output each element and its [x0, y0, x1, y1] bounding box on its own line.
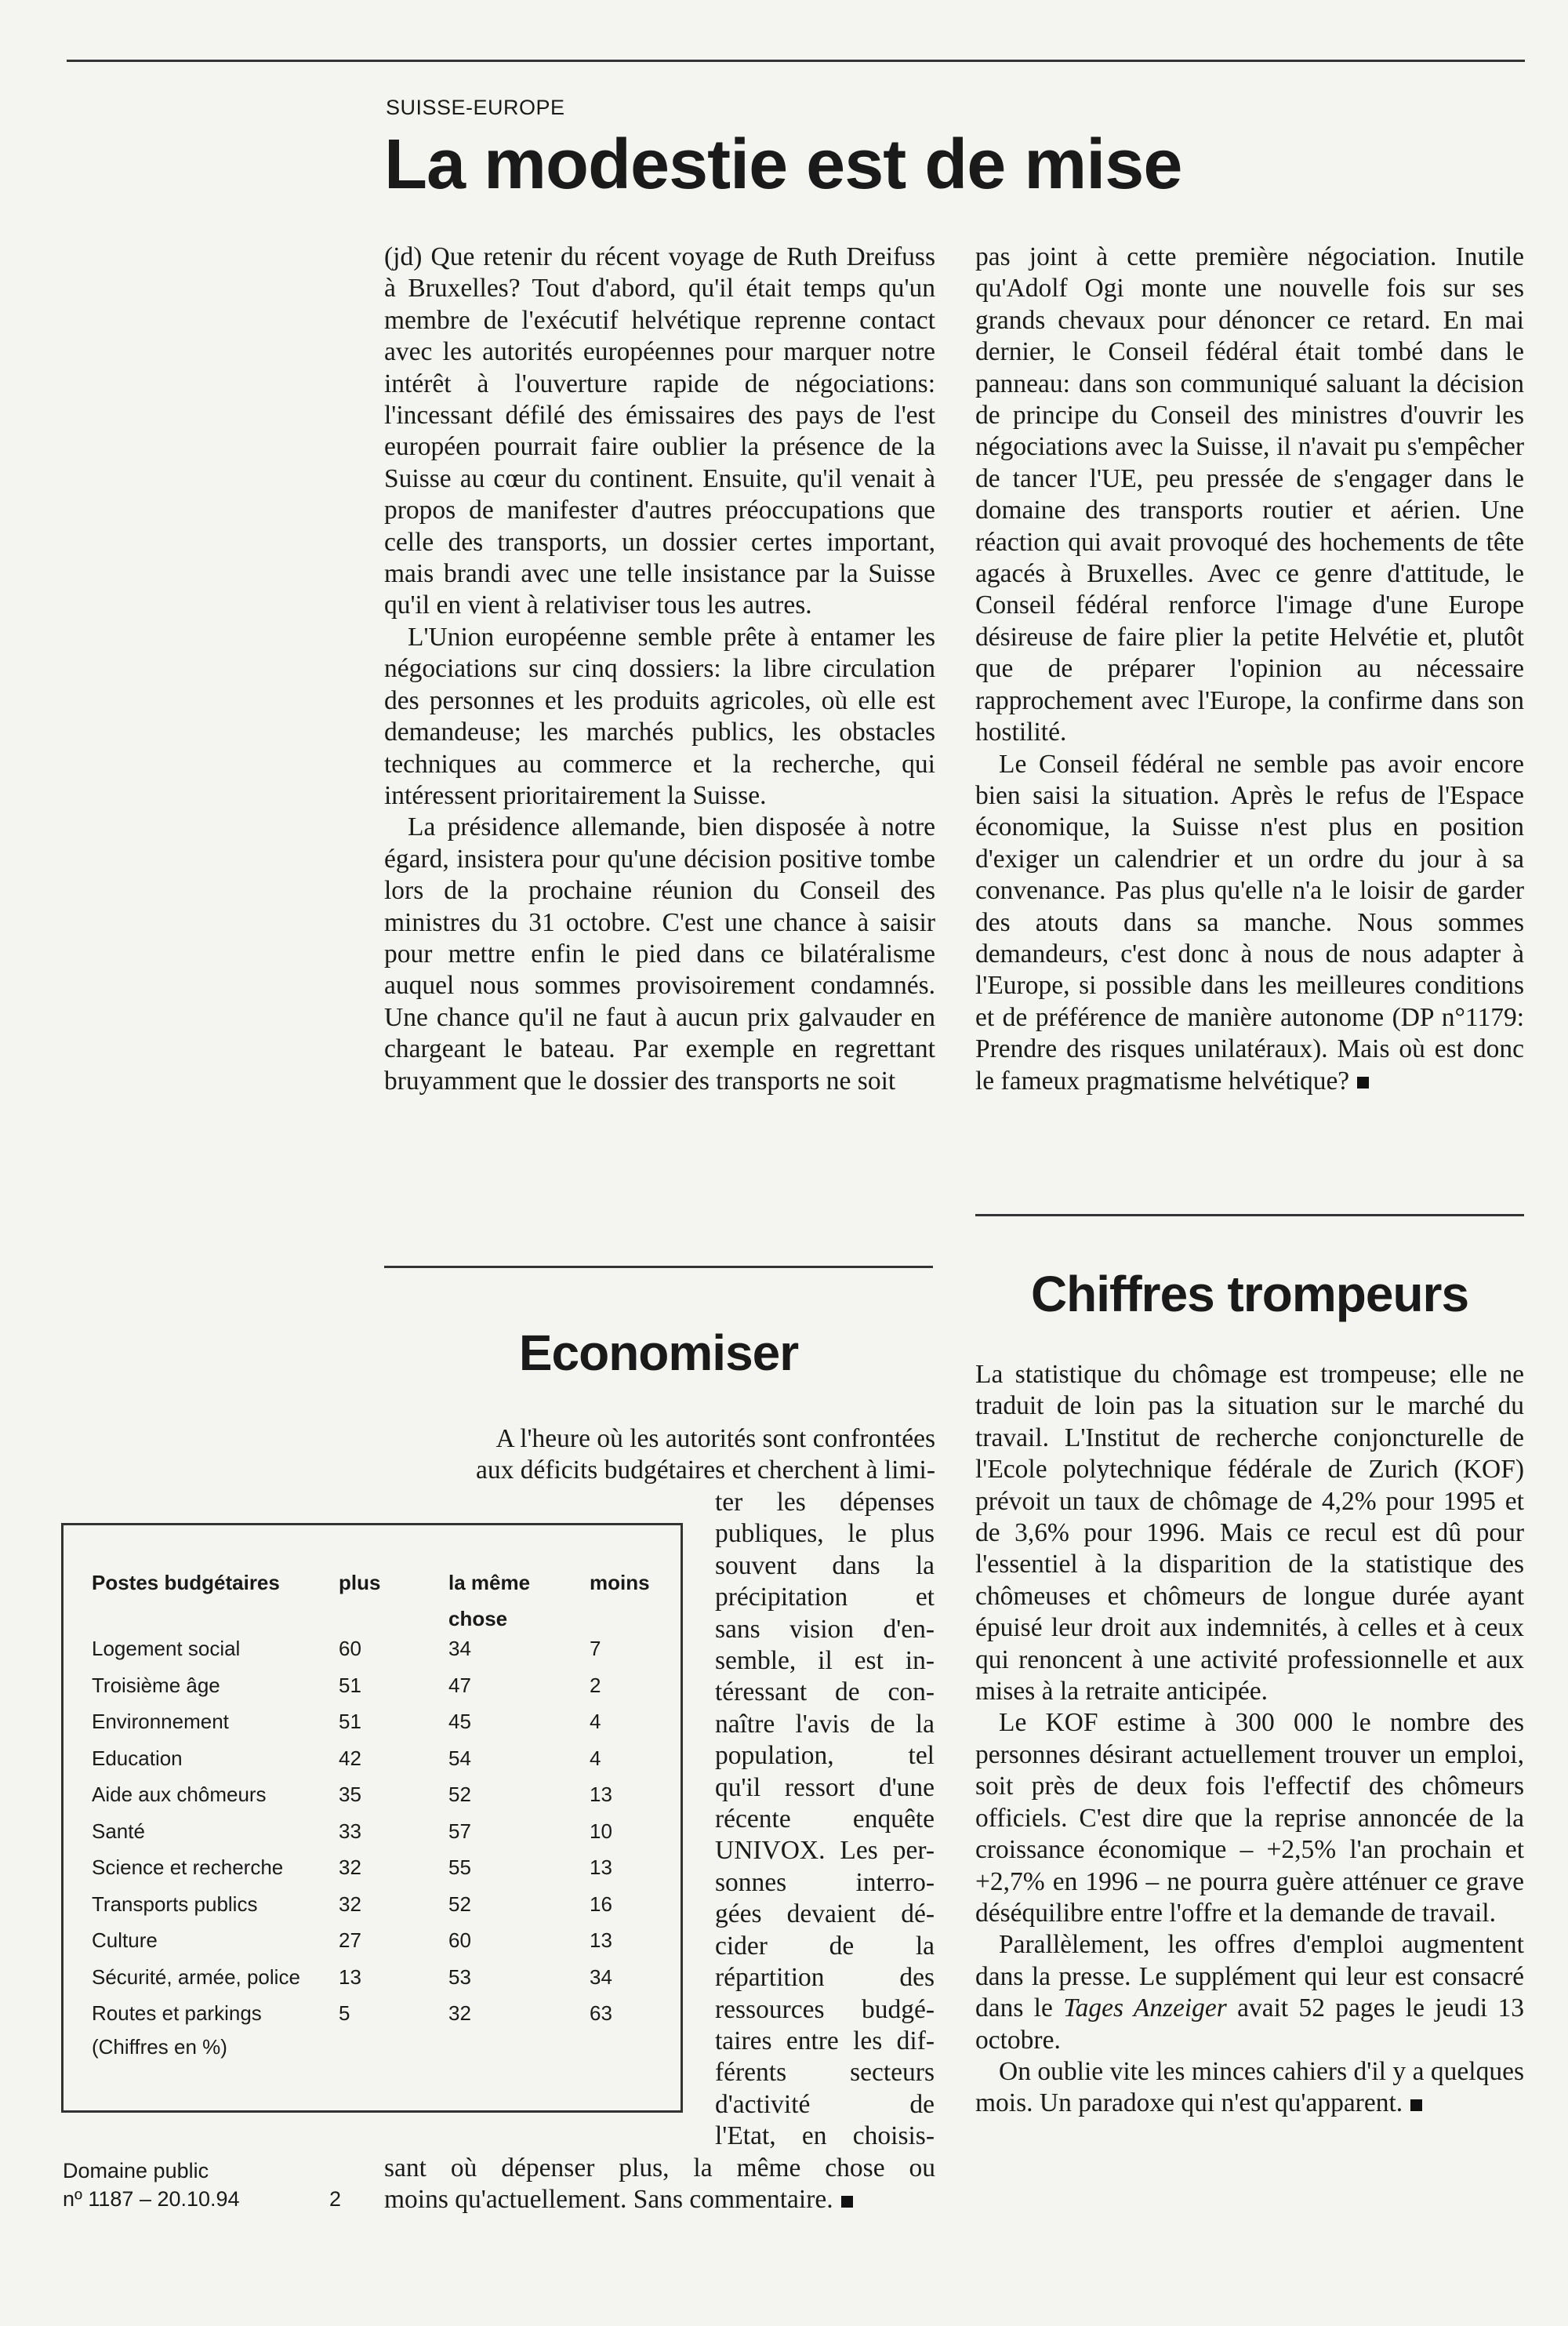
budget-item-value: 10: [590, 1819, 612, 1843]
page-number: 2: [329, 2187, 342, 2211]
column-header: la même chose: [448, 1571, 531, 1630]
budget-item-value: 63: [590, 2001, 612, 2025]
budget-item-label: Environnement: [92, 1710, 229, 1733]
economiser-line: ressources budgé-: [715, 1994, 935, 2024]
budget-item-value: 34: [448, 1637, 471, 1660]
budget-item-value: 54: [448, 1746, 471, 1770]
article-3-text: Parallèlement, les offres d'emploi augmentent dans la presse. Le supplément qui leur est consacré dans le: [975, 1930, 1524, 2023]
budget-item-value: 45: [448, 1710, 471, 1733]
budget-item-value: 5: [339, 2001, 350, 2025]
budget-item-value: 60: [448, 1928, 471, 1952]
budget-item-value: 42: [339, 1746, 361, 1770]
column-header: Postes budgétaires: [92, 1571, 280, 1594]
budget-item-value: 35: [339, 1783, 361, 1806]
economiser-line: férents secteurs: [715, 2058, 935, 2088]
budget-item-value: 27: [339, 1928, 361, 1952]
economiser-line: sonnes interro-: [715, 1867, 935, 1897]
column-header: moins: [590, 1571, 650, 1594]
article-1-paragraph: (jd) Que retenir du récent voyage de Ruth Dreifuss à Bruxelles? Tout d'abord, qu'il était temps qu'un membre de l'exécutif helvétique reprenne contact avec les autorités européennes pour marquer notre intérêt à l'ouverture rapide de négociations: l'incessant défilé des émissaires des pays de l'est européen pourrait faire oublier la présence de la Suisse au cœur du continent. Ensuite, qu'il venait à propos de manifester d'autres préoccupations que celle des transports, un dossier certes important, mais brandi avec une telle insistance par la Suisse qu'il en vient à relativiser tous les autres.: [384, 242, 935, 620]
article-1-right-column: [975, 242, 1524, 1097]
article-1-paragraph: L'Union européenne semble prête à entamer les négociations sur cinq dossiers: la libre circulation des personnes et les produits agricoles, où elle est demandeuse; les marchés publics, les obstacles techniques au commerce et la recherche, qui intéressent prioritairement la Suisse.: [384, 622, 935, 810]
budget-item-value: 32: [339, 1892, 361, 1916]
budget-item-value: 53: [448, 1964, 471, 1989]
end-of-article-mark: [1357, 1077, 1369, 1088]
economiser-side-column: [715, 1487, 935, 2153]
economiser-line: sans vision d'en-: [715, 1614, 935, 1644]
economiser-line-text: moins qu'actuellement. Sans commentaire.: [384, 2185, 833, 2215]
economiser-line: d'activité de: [715, 2089, 935, 2119]
budget-table-row: [92, 1855, 668, 1892]
budget-item-value: 52: [448, 1892, 471, 1916]
budget-item-label: Aide aux chômeurs: [92, 1783, 267, 1806]
budget-item-label: Routes et parkings: [92, 2001, 262, 2025]
article-1-paragraph-text: Le Conseil fédéral ne semble pas avoir encore bien saisi la situation. Après le refus de l'Espace économique, la Suisse n'est plus en position d'exiger un calendrier et un ordre du jour à sa convenance. Pas plus qu'elle n'a le loisir de garder des atouts dans sa manche. Nous sommes demandeurs, c'est donc à nous de nous adapter à l'Europe, si possible dans les meilleures conditions et de préférence de manière autonome (DP n°1179: Prendre des risques unilatéraux). Mais où est donc le fameux pragmatisme helvétique?: [975, 749, 1524, 1096]
newspaper-name: Tages Anzeiger: [1063, 1993, 1227, 2023]
economiser-line: semble, il est in-: [715, 1646, 935, 1676]
budget-item-label: Transports publics: [92, 1892, 258, 1916]
economiser-line: sant où dépenser plus, la même chose ou: [384, 2153, 935, 2182]
budget-item-value: 47: [448, 1673, 471, 1697]
budget-item-value: 33: [339, 1819, 361, 1843]
economiser-line: précipitation et: [715, 1583, 935, 1612]
budget-table-row: [92, 2001, 668, 2038]
economiser-line: taires entre les dif-: [715, 2026, 935, 2055]
budget-item-label: Santé: [92, 1819, 145, 1843]
budget-item-value: 51: [339, 1673, 361, 1697]
budget-item-value: 2: [590, 1673, 601, 1697]
economiser-line: UNIVOX. Les per-: [715, 1836, 935, 1866]
budget-item-value: 51: [339, 1710, 361, 1733]
budget-item-value: 13: [590, 1783, 612, 1806]
economiser-line: A l'heure où les autorités sont confrontées: [495, 1424, 935, 1453]
budget-table: [92, 1565, 668, 2038]
article-1-paragraph: [975, 749, 1524, 1097]
budget-item-value: 13: [590, 1855, 612, 1879]
budget-item-value: 57: [448, 1819, 471, 1843]
economiser-line: ter les dépenses: [715, 1488, 935, 1517]
budget-item-value: 4: [590, 1746, 601, 1770]
budget-table-row: [92, 1819, 668, 1856]
article-3-text: avait 52 pages le jeudi 13 octobre.: [975, 1993, 1524, 2055]
article-3-paragraph: [975, 1929, 1524, 2056]
budget-table-box: [61, 1523, 683, 2113]
article-3-column: [975, 1359, 1524, 2120]
article-3-paragraph: [975, 2056, 1524, 2120]
budget-table-row: [92, 1746, 668, 1783]
economiser-intro-lines: [384, 1423, 935, 1487]
economiser-line: qu'il ressort d'une: [715, 1772, 935, 1802]
economiser-title: Economiser: [518, 1325, 799, 1381]
budget-item-value: 4: [590, 1710, 601, 1733]
budget-item-label: Culture: [92, 1928, 158, 1952]
article-3-paragraph: Le KOF estime à 300 000 le nombre des personnes désirant actuellement trouver un emploi, soit près de deux fois l'effectif des chômeurs officiels. C'est dire que la reprise annoncée de la croissance économique – +2,5% l'an prochain et +2,7% en 1996 – ne pourra guère atténuer ce grave déséquilibre entre l'offre et la demande de travail.: [975, 1708, 1524, 1928]
economiser-line: souvent dans la: [715, 1550, 935, 1580]
budget-item-label: Troisième âge: [92, 1673, 220, 1697]
article-3-paragraph: La statistique du chômage est trompeuse; elle ne traduit de loin pas la situation sur le marché du travail. L'Institut de recherche conjoncturelle de l'Ecole polytechnique fédérale de Zurich (KOF) prévoit un taux de chômage de 4,2% pour 1995 et de 3,6% pour 1996. Mais ce recul est dû pour l'essentiel à la disparition de la statistique des chômeuses et chômeurs de longue durée ayant épuisé leur droit aux indemnités, à celles et à ceux qui renoncent à une activité professionnelle et aux mises à la retraite anticipée.: [975, 1360, 1524, 1706]
budget-item-value: 13: [590, 1928, 612, 1952]
budget-table-row: [92, 1637, 668, 1674]
article-3-text: On oublie vite les minces cahiers d'il y a quelques mois. Un paradoxe qui n'est qu'apparent.: [975, 2056, 1524, 2118]
economiser-line: aux déficits budgétaires et cherchent à limi-: [475, 1456, 935, 1485]
budget-item-label: Sécurité, armée, police: [92, 1964, 300, 1989]
economiser-line: cider de la: [715, 1931, 935, 1961]
economiser-line: gées devaient dé-: [715, 1899, 935, 1929]
budget-item-label: Logement social: [92, 1637, 241, 1660]
economiser-closing-lines: [384, 2153, 935, 2216]
column-header: plus: [339, 1571, 381, 1594]
budget-item-value: 16: [590, 1892, 612, 1916]
article-1-paragraph: La présidence allemande, bien disposée à notre égard, insistera pour qu'une décision positive tombe lors de la prochaine réunion du Conseil des ministres du 31 octobre. C'est une chance à saisir pour mettre enfin le pied dans ce bilatéralisme auquel nous sommes provisoirement condamnés. Une chance qu'il ne faut à aucun prix galvauder en chargeant le bateau. Par exemple en regrettant bruyamment que le dossier des transports ne soit: [384, 812, 935, 1096]
budget-item-value: 34: [590, 1964, 612, 1989]
budget-table-row: [92, 1710, 668, 1746]
budget-item-label: Education: [92, 1746, 183, 1770]
economiser-line: [384, 2184, 935, 2215]
economiser-line: téressant de con-: [715, 1677, 935, 1707]
economiser-line: publiques, le plus: [715, 1519, 935, 1549]
budget-table-row: [92, 1674, 668, 1710]
issue-info: [63, 2185, 353, 2213]
budget-item-value: 32: [448, 2001, 471, 2025]
economiser-line: récente enquête: [715, 1804, 935, 1834]
economiser-line: l'Etat, en choisis-: [715, 2121, 935, 2151]
publication-name: Domaine public: [63, 2159, 209, 2182]
top-rule: [67, 60, 1525, 62]
issue-number-date: nº 1187 – 20.10.94: [63, 2187, 240, 2211]
section-kicker: SUISSE-EUROPE: [386, 96, 565, 119]
economiser-line: répartition des: [715, 1963, 935, 1993]
end-of-article-mark: [841, 2196, 853, 2208]
footer: [63, 2157, 353, 2213]
budget-item-value: 7: [590, 1637, 601, 1660]
budget-table-row: [92, 1892, 668, 1929]
budget-table-row: [92, 1965, 668, 2002]
budget-item-value: 52: [448, 1783, 471, 1806]
table-units-note: (Chiffres en %): [92, 2035, 227, 2059]
budget-table-row: [92, 1928, 668, 1965]
section-divider-right: [975, 1214, 1524, 1216]
section-divider-left: [384, 1266, 933, 1268]
budget-item-value: 55: [448, 1855, 471, 1879]
chiffres-title: Chiffres trompeurs: [1030, 1266, 1469, 1322]
end-of-article-mark: [1410, 2099, 1422, 2111]
page-title: La modestie est de mise: [384, 125, 1182, 204]
economiser-line: naître l'avis de la: [715, 1709, 935, 1739]
budget-item-value: 32: [339, 1855, 361, 1879]
budget-item-value: 13: [339, 1964, 361, 1989]
budget-item-label: Science et recherche: [92, 1855, 284, 1879]
budget-table-body: [92, 1637, 668, 2038]
economiser-line: population, tel: [715, 1741, 935, 1771]
budget-table-row: [92, 1783, 668, 1819]
article-1-left-column: [384, 242, 935, 1097]
article-1-paragraph: pas joint à cette première négociation. Inutile qu'Adolf Ogi monte une nouvelle fois sur ses grands chevaux pour dénoncer ce retard. En mai dernier, le Conseil fédéral était tombé dans le panneau: dans son communiqué saluant la décision de principe du Conseil des ministres d'ouvrir les négociations avec la Suisse, il n'avait pu s'empêcher de tancer l'UE, peu pressée de s'engager dans le domaine des transports routier et aérien. Une réaction qui avait provoqué des hochements de tête agacés à Bruxelles. Avec ce genre d'attitude, le Conseil fédéral renforce l'image d'une Europe désireuse de faire plier la petite Helvétie et, plutôt que de préparer l'opinion au nécessaire rapprochement avec l'Europe, la confirme dans son hostilité.: [975, 242, 1524, 747]
budget-table-header-row: [92, 1565, 668, 1637]
budget-item-value: 60: [339, 1637, 361, 1660]
